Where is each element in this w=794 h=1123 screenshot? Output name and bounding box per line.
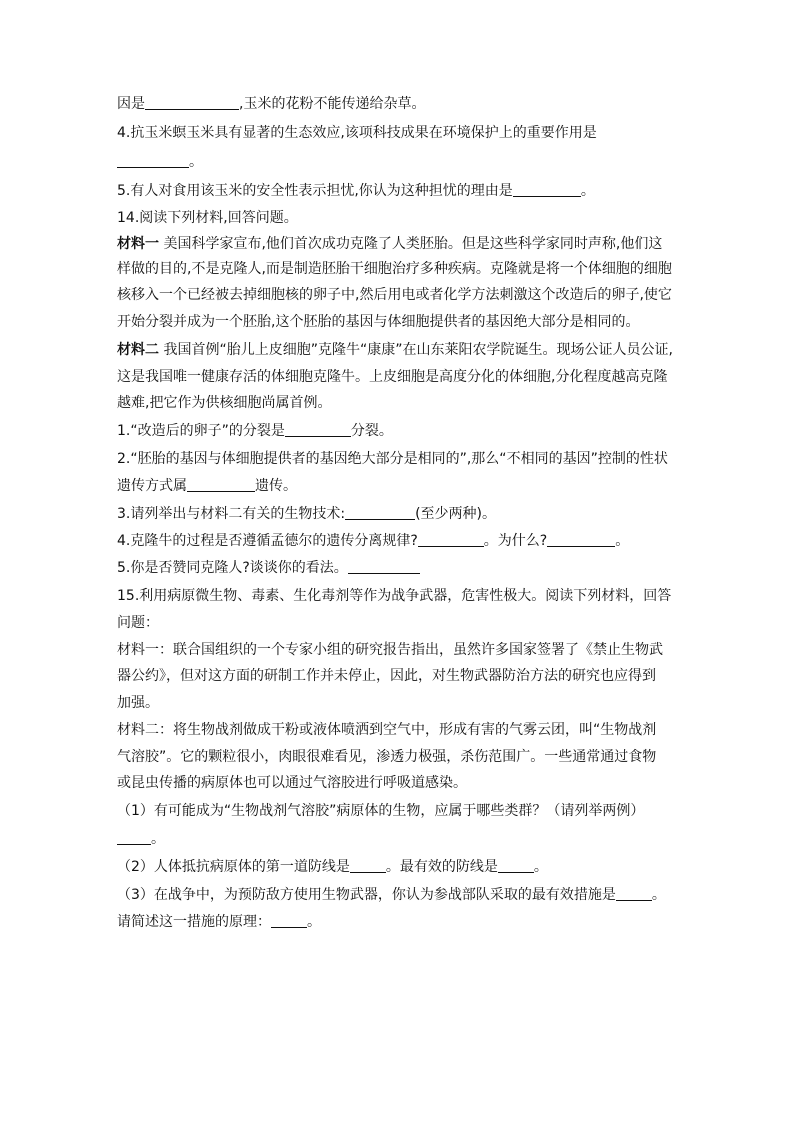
text: 分裂。 bbox=[350, 423, 393, 439]
text: 遗传方式属 bbox=[117, 478, 187, 494]
q14-5 bbox=[117, 558, 420, 578]
text: 5.有人对食用该玉米的安全性表示担忧,你认为这种担忧的理由是 bbox=[117, 183, 513, 199]
text: 。 bbox=[651, 887, 666, 903]
answer-blank bbox=[285, 422, 351, 437]
text: 美国科学家宣布,他们首次成功克隆了人类胚胎。但是这些科学家同时声称,他们这 bbox=[159, 236, 663, 252]
text: 1.“改造后的卵子”的分裂是 bbox=[117, 423, 285, 439]
text: (至少两种)。 bbox=[415, 506, 497, 522]
q15-material-1-line-1: 材料一：联合国组织的一个专家小组的研究报告指出，虽然许多国家签署了《禁止生物武 bbox=[117, 642, 663, 658]
answer-blank bbox=[513, 182, 581, 197]
q14-material-1-line-2: 样做的目的,不是克隆人,而是制造胚胎干细胞治疗多种疾病。克隆就是将一个体细胞的细胞 bbox=[117, 261, 672, 277]
q15-title: 15.利用病原微生物、毒素、生化毒剂等作为战争武器，危害性极大。阅读下列材料，回答 bbox=[117, 588, 672, 604]
answer-blank bbox=[117, 830, 151, 845]
q14-4 bbox=[117, 531, 629, 551]
answer-blank bbox=[350, 858, 386, 873]
text: 。 bbox=[189, 154, 203, 170]
q14-material-1-line-1 bbox=[117, 234, 662, 254]
q14-material-2-line-1 bbox=[117, 340, 673, 360]
q15-material-1-line-2: 器公约》，但对这方面的研制工作并未停止，因此，对生物武器防治方法的研究也应得到 bbox=[117, 668, 656, 684]
q14-material-2-line-3: 越难,把它作为供核细胞尚属首例。 bbox=[117, 395, 332, 411]
q15-3 bbox=[117, 885, 666, 905]
answer-blank bbox=[498, 858, 534, 873]
text: （3）在战争中，为预防敌方使用生物武器，你认为参战部队采取的最有效措施是 bbox=[117, 887, 616, 903]
text: 。最有效的防线是 bbox=[385, 859, 498, 875]
q14-2-answer bbox=[117, 476, 297, 496]
text: 遗传。 bbox=[255, 478, 297, 494]
material-label: 材料一 bbox=[117, 236, 159, 252]
answer-blank bbox=[418, 532, 484, 547]
text: 。为什么? bbox=[483, 533, 548, 549]
text: ,玉米的花粉不能传递给杂草。 bbox=[239, 96, 426, 112]
material-label: 材料二 bbox=[117, 342, 159, 358]
q15-2 bbox=[117, 857, 548, 877]
q14-material-1-line-4: 开始分裂并成为一个胚胎,这个胚胎的基因与体细胞提供者的基因绝大部分是相同的。 bbox=[117, 314, 640, 330]
text: 。 bbox=[151, 831, 165, 847]
q13-4: 4.抗玉米螟玉米具有显著的生态效应,该项科技成果在环境保护上的重要作用是 bbox=[117, 125, 597, 141]
answer-blank bbox=[547, 532, 615, 547]
q14-title: 14.阅读下列材料,回答问题。 bbox=[117, 210, 298, 226]
answer-blank bbox=[117, 153, 189, 168]
q15-material-1-line-3: 加强。 bbox=[117, 695, 159, 711]
answer-blank bbox=[145, 95, 239, 110]
text: 因是 bbox=[117, 96, 145, 112]
text: 我国首例“胎儿上皮细胞”克隆牛“康康”在山东莱阳农学院诞生。现场公证人员公证, bbox=[159, 342, 673, 358]
answer-blank bbox=[187, 477, 255, 492]
q14-2: 2.“胚胎的基因与体细胞提供者的基因绝大部分是相同的”,那么“不相同的基因”控制的性状 bbox=[117, 451, 668, 467]
q15-title-2: 问题： bbox=[117, 615, 159, 631]
q14-3 bbox=[117, 504, 496, 524]
q15-material-2-line-3: 或昆虫传播的病原体也可以通过气溶胶进行呼吸道感染。 bbox=[117, 775, 467, 791]
q15-material-2-line-1: 材料二：将生物战剂做成干粉或液体喷洒到空气中，形成有害的气雾云团，叫“生物战剂 bbox=[117, 722, 657, 738]
text: 。 bbox=[580, 183, 595, 199]
text: 5.你是否赞同克隆人?谈谈你的看法。 bbox=[117, 560, 348, 576]
q13-4-answer bbox=[117, 152, 203, 172]
q15-material-2-line-2: 气溶胶”。它的颗粒很小，肉眼很难看见，渗透力极强，杀伤范围广。一些通常通过食物 bbox=[117, 749, 657, 765]
q13-5 bbox=[117, 181, 595, 201]
q15-3-principle bbox=[117, 912, 321, 932]
q15-1-answer bbox=[117, 829, 165, 849]
text: 。 bbox=[533, 859, 548, 875]
text: 3.请列举出与材料二有关的生物技术: bbox=[117, 506, 346, 522]
text: 请简述这一措施的原理： bbox=[117, 914, 271, 930]
answer-blank bbox=[345, 505, 415, 520]
q14-1 bbox=[117, 421, 393, 441]
answer-blank bbox=[271, 913, 307, 928]
answer-blank bbox=[348, 559, 420, 574]
q13-line-3 bbox=[117, 94, 425, 114]
text: 4.克隆牛的过程是否遵循孟德尔的遗传分离规律? bbox=[117, 533, 418, 549]
answer-blank bbox=[616, 886, 652, 901]
text: （2）人体抵抗病原体的第一道防线是 bbox=[117, 859, 350, 875]
q14-material-2-line-2: 这是我国唯一健康存活的体细胞克隆牛。上皮细胞是高度分化的体细胞,分化程度越高克隆 bbox=[117, 369, 668, 385]
q15-1: （1）有可能成为“生物战剂气溶胶”病原体的生物，应属于哪些类群？（请列举两例） bbox=[117, 803, 645, 819]
text: 。 bbox=[615, 533, 630, 549]
text: 。 bbox=[307, 914, 321, 930]
q14-material-1-line-3: 核移入一个已经被去掉细胞核的卵子中,然后用电或者化学方法刺激这个改造后的卵子,使它 bbox=[117, 287, 672, 303]
